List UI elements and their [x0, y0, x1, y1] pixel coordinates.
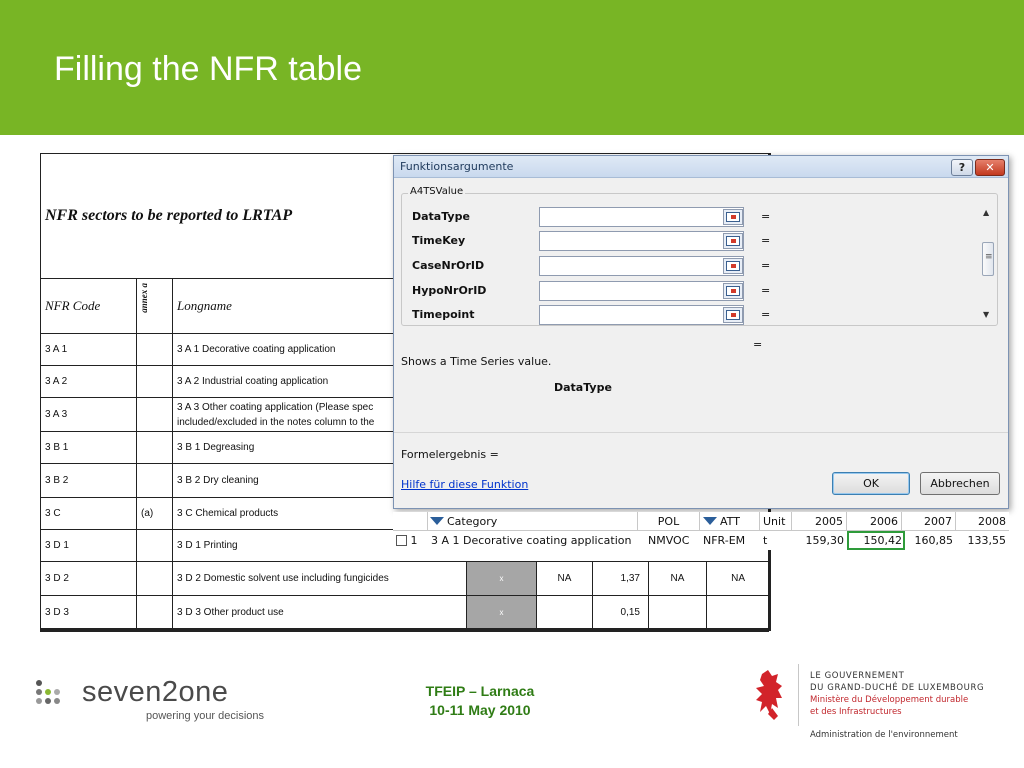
- value-cell: NA: [537, 562, 593, 596]
- range-select-icon: [726, 212, 740, 222]
- argument-row-datatype: [402, 206, 977, 228]
- argument-row-timekey: [402, 230, 977, 252]
- header-blank-cell: [393, 512, 428, 531]
- nfr-code-cell: 3 D 1: [41, 530, 137, 562]
- nfr-code-cell: 3 A 1: [41, 334, 137, 366]
- longname-cell: 3 D 3 Other product use: [173, 596, 467, 629]
- value-cell: 0,15: [593, 596, 649, 629]
- argument-equals: =: [761, 308, 771, 321]
- range-select-icon: [726, 261, 740, 271]
- timepoint-input[interactable]: [539, 305, 744, 325]
- arguments-scrollbar[interactable]: [980, 206, 996, 322]
- government-logo-text: [810, 670, 984, 718]
- logo-wordmark: seven2one: [82, 676, 229, 708]
- dialog-titlebar[interactable]: [394, 156, 1008, 178]
- table-row: [393, 531, 1009, 550]
- longname-cell: 3 B 2 Dry cleaning: [173, 464, 770, 498]
- att-cell[interactable]: NFR-EM: [703, 534, 746, 547]
- argument-label: CaseNrOrID: [412, 259, 485, 272]
- value-cell: NA: [707, 562, 770, 596]
- argument-equals: =: [761, 210, 771, 223]
- annex-header-label: annex a: [139, 283, 149, 313]
- annex-cell: [137, 562, 173, 596]
- dialog-title: Funktionsargumente: [400, 160, 514, 173]
- range-select-icon: [726, 286, 740, 296]
- argument-equals: =: [761, 259, 771, 272]
- value-cell: [537, 596, 593, 629]
- table-row: [41, 562, 770, 596]
- att-header-label: ATT: [720, 515, 740, 528]
- slide-title: Filling the NFR table: [54, 50, 363, 88]
- argument-row-timepoint: [402, 304, 977, 326]
- gray-marker-cell: x: [467, 562, 537, 596]
- collapse-dialog-button[interactable]: [723, 209, 743, 225]
- col-header-pol[interactable]: POL: [638, 512, 700, 531]
- annex-cell: [137, 366, 173, 398]
- longname-cell: 3 A 1 Decorative coating application: [173, 334, 770, 366]
- col-header-att[interactable]: [700, 512, 760, 531]
- datatype-input[interactable]: [539, 207, 744, 227]
- col-header-annex: [137, 279, 173, 334]
- col-header-nfr-code: NFR Code: [41, 279, 137, 334]
- argument-help-title: DataType: [554, 381, 612, 394]
- row-index: 1: [410, 534, 418, 547]
- filter-icon[interactable]: [430, 517, 444, 525]
- header-row: [393, 512, 1009, 531]
- nfr-code-cell: 3 C: [41, 498, 137, 530]
- help-on-function-link[interactable]: Hilfe für diese Funktion: [401, 478, 529, 491]
- excel-data-strip: [393, 512, 1009, 550]
- col-header-category[interactable]: [428, 512, 638, 531]
- cancel-button[interactable]: Abbrechen: [920, 472, 1000, 495]
- nfr-code-cell: 3 A 3: [41, 398, 137, 432]
- col-header-longname: Longname: [173, 279, 770, 334]
- logo-dot: [45, 698, 51, 704]
- table-row: [41, 596, 770, 629]
- gray-marker-cell: x: [467, 596, 537, 629]
- col-header-2006[interactable]: 2006: [847, 512, 902, 531]
- collapse-dialog-button[interactable]: [723, 307, 743, 323]
- gov-line-1: LE GOUVERNEMENT: [810, 671, 905, 681]
- divider: [394, 432, 1008, 433]
- slide-header: [0, 0, 1024, 135]
- logo-dot: [36, 689, 42, 695]
- annex-cell: [137, 432, 173, 464]
- scroll-up-arrow-icon[interactable]: ▲: [983, 208, 990, 217]
- function-name-label: A4TSValue: [410, 186, 464, 197]
- annex-cell: [137, 596, 173, 629]
- col-header-2008[interactable]: 2008: [956, 512, 1009, 531]
- annex-cell: [137, 334, 173, 366]
- nfr-code-cell: 3 B 1: [41, 432, 137, 464]
- row-selector[interactable]: [393, 531, 428, 550]
- event-name: TFEIP – Larnaca: [425, 683, 535, 699]
- logo-dots-icon: [36, 680, 70, 706]
- value-cell: 1,37: [593, 562, 649, 596]
- argument-label: Timepoint: [412, 308, 475, 321]
- help-button[interactable]: ?: [951, 159, 973, 176]
- timekey-input[interactable]: [539, 231, 744, 251]
- col-header-2007[interactable]: 2007: [902, 512, 956, 531]
- logo-dot: [54, 689, 60, 695]
- collapse-dialog-button[interactable]: [723, 258, 743, 274]
- nfr-code-cell: 3 D 3: [41, 596, 137, 629]
- nfr-sectors-title: NFR sectors to be reported to LRTAP: [41, 154, 770, 279]
- formula-result: Formelergebnis =: [401, 448, 499, 461]
- annex-cell: (a): [137, 498, 173, 530]
- value-cell-2008[interactable]: 133,55: [967, 534, 1006, 547]
- row-checkbox[interactable]: [396, 535, 407, 546]
- event-date: 10-11 May 2010: [429, 702, 531, 718]
- logo-dot: [54, 698, 60, 704]
- casenrorid-input[interactable]: [539, 256, 744, 276]
- range-select-icon: [726, 310, 740, 320]
- longname-cell: 3 D 2 Domestic solvent use including fungicides: [173, 562, 467, 596]
- annex-cell: [137, 530, 173, 562]
- argument-label: TimeKey: [412, 234, 466, 247]
- event-info: [380, 682, 580, 720]
- argument-equals: =: [761, 234, 771, 247]
- arguments-groupbox: [401, 186, 998, 326]
- ministry-line-2: et des Infrastructures: [810, 707, 902, 717]
- longname-line1: 3 A 3 Other coating application (Please spec: [177, 401, 374, 413]
- value-cell: [707, 596, 770, 629]
- longname-cell: 3 A 2 Industrial coating application: [173, 366, 770, 398]
- logo-tagline: powering your decisions: [146, 710, 265, 722]
- gov-line-2: DU GRAND-DUCHÉ DE LUXEMBOURG: [810, 683, 985, 693]
- seven2one-logo: [36, 676, 276, 726]
- value-cell: NA: [649, 562, 707, 596]
- range-select-icon: [726, 236, 740, 246]
- close-button[interactable]: ✕: [975, 159, 1005, 176]
- longname-cell: 3 C Chemical products: [173, 498, 770, 530]
- longname-cell: 3 D 1 Printing: [173, 530, 770, 562]
- unit-cell[interactable]: t: [763, 534, 768, 547]
- value-cell-2007[interactable]: 160,85: [914, 534, 953, 547]
- ok-button[interactable]: OK: [832, 472, 910, 495]
- argument-row-casenrorid: [402, 255, 977, 277]
- nfr-code-cell: 3 A 2: [41, 366, 137, 398]
- argument-label: DataType: [412, 210, 470, 223]
- logo-divider: [798, 664, 799, 726]
- value-cell-2005[interactable]: 159,30: [805, 534, 844, 547]
- value-cell-2006-selected[interactable]: 150,42: [847, 531, 905, 550]
- longname-cell: 3 B 1 Degreasing: [173, 432, 770, 464]
- argument-equals: =: [761, 284, 771, 297]
- logo-dot: [45, 689, 51, 695]
- nfr-code-cell: 3 B 2: [41, 464, 137, 498]
- scrollbar-thumb[interactable]: [982, 242, 994, 276]
- longname-line2: included/excluded in the notes column to the: [177, 416, 375, 428]
- filter-icon[interactable]: [703, 517, 717, 525]
- ministry-line-1: Ministère du Développement durable: [810, 695, 969, 705]
- administration-name: Administration de l'environnement: [810, 730, 958, 740]
- scroll-down-arrow-icon[interactable]: ▼: [983, 310, 990, 319]
- table-border-bottom: [40, 629, 769, 632]
- argument-label: HypoNrOrID: [412, 284, 487, 297]
- col-header-unit[interactable]: Unit: [760, 512, 792, 531]
- function-description: Shows a Time Series value.: [401, 355, 552, 368]
- annex-cell: [137, 464, 173, 498]
- category-header-label: Category: [447, 515, 498, 528]
- collapse-dialog-button[interactable]: [723, 283, 743, 299]
- category-cell[interactable]: 3 A 1 Decorative coating application: [431, 534, 632, 547]
- argument-row-hyponrorid: [402, 280, 977, 302]
- collapse-dialog-button[interactable]: [723, 233, 743, 249]
- function-arguments-dialog: [393, 155, 1009, 509]
- logo-dot: [36, 698, 42, 704]
- luxembourg-lion-icon: [752, 668, 788, 722]
- nfr-code-cell: 3 D 2: [41, 562, 137, 596]
- logo-dot: [36, 680, 42, 686]
- value-cell: [649, 596, 707, 629]
- pol-cell[interactable]: NMVOC: [648, 534, 690, 547]
- hyponrorid-input[interactable]: [539, 281, 744, 301]
- col-header-2005[interactable]: 2005: [792, 512, 847, 531]
- function-result-equals: =: [753, 338, 763, 351]
- annex-cell: [137, 398, 173, 432]
